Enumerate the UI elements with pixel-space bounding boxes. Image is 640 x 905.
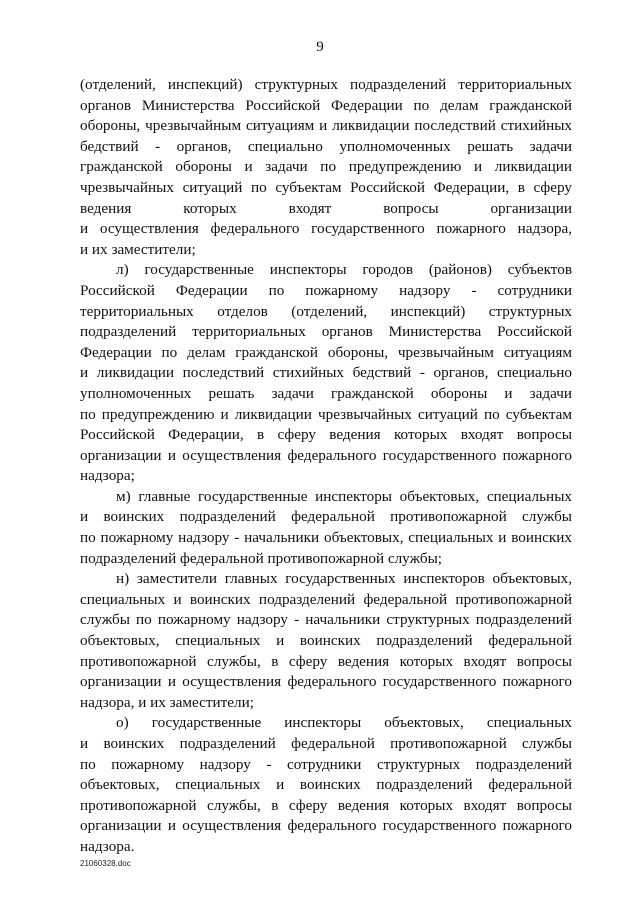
text-line: надзора; xyxy=(80,467,135,485)
text-line: и осуществления федерального государственного пожарного надзора, xyxy=(80,220,572,238)
text-line: подразделений федеральной противопожарной службы; xyxy=(80,549,443,567)
text-line: л) государственные инспекторы городов (районов) субъектов xyxy=(116,261,572,279)
text-line: организации и осуществления федерального государственного пожарного xyxy=(80,446,572,464)
text-line: о) государственные инспекторы объектовых, специальных xyxy=(116,714,572,732)
document-body xyxy=(80,75,572,858)
text-line: объектовых, специальных и воинских подразделений федеральной xyxy=(80,632,572,650)
text-line: обороны, чрезвычайным ситуациям и ликвидации последствий стихийных xyxy=(80,117,572,135)
text-line: объектовых, специальных и воинских подразделений федеральной xyxy=(80,776,572,794)
text-line: гражданской обороны и задачи по предупреждению и ликвидации xyxy=(80,158,572,176)
text-line: Федерации по делам гражданской обороны, чрезвычайным ситуациям xyxy=(80,343,572,361)
footer-filename: 21060328.doc xyxy=(80,859,131,868)
text-line: уполномоченных решать задачи гражданской обороны и задачи xyxy=(80,384,572,402)
text-line: противопожарной службы, в сферу ведения которых входят вопросы xyxy=(80,652,572,670)
text-line: бедствий - органов, специально уполномоченных решать задачи xyxy=(80,137,572,155)
text-line: чрезвычайных ситуаций по субъектам Российской Федерации, в сферу xyxy=(80,178,572,196)
text-line: органов Министерства Российской Федерации по делам гражданской xyxy=(80,96,572,114)
text-line: Российской Федерации, в сферу ведения которых входят вопросы xyxy=(80,426,572,444)
text-line: организации и осуществления федерального государственного пожарного xyxy=(80,817,572,835)
text-line: надзора, и их заместители; xyxy=(80,693,254,711)
text-line: (отделений, инспекций) структурных подразделений территориальных xyxy=(80,76,572,93)
text-line: ведения которых входят вопросы организации xyxy=(80,199,572,217)
text-line: и ликвидации последствий стихийных бедствий - органов, специально xyxy=(80,364,572,382)
text-line: по пожарному надзору - начальники объектовых, специальных и воинских xyxy=(80,529,572,547)
text-line: по предупреждению и ликвидации чрезвычайных ситуаций по субъектам xyxy=(80,405,572,423)
text-line: подразделений территориальных органов Министерства Российской xyxy=(80,323,572,341)
text-line: м) главные государственные инспекторы объектовых, специальных xyxy=(116,487,572,505)
text-line: н) заместители главных государственных инспекторов объектовых, xyxy=(116,570,572,588)
text-line: территориальных отделов (отделений, инспекций) структурных xyxy=(80,302,572,320)
text-line: надзора. xyxy=(80,837,135,855)
text-line: и воинских подразделений федеральной противопожарной службы xyxy=(80,735,572,752)
text-line: и их заместители; xyxy=(80,240,196,258)
text-line: специальных и воинских подразделений федеральной противопожарной xyxy=(80,590,572,608)
text-line: по пожарному надзору - сотрудники структурных подразделений xyxy=(80,755,572,773)
text-line: и воинских подразделений федеральной противопожарной службы xyxy=(80,508,572,526)
text-line: службы по пожарному надзору - начальники структурных подразделений xyxy=(80,611,572,629)
text-line: организации и осуществления федерального государственного пожарного xyxy=(80,673,572,691)
text-line: противопожарной службы, в сферу ведения которых входят вопросы xyxy=(80,796,572,814)
text-line: Российской Федерации по пожарному надзору - сотрудники xyxy=(80,281,572,299)
page-number: 9 xyxy=(316,39,324,55)
